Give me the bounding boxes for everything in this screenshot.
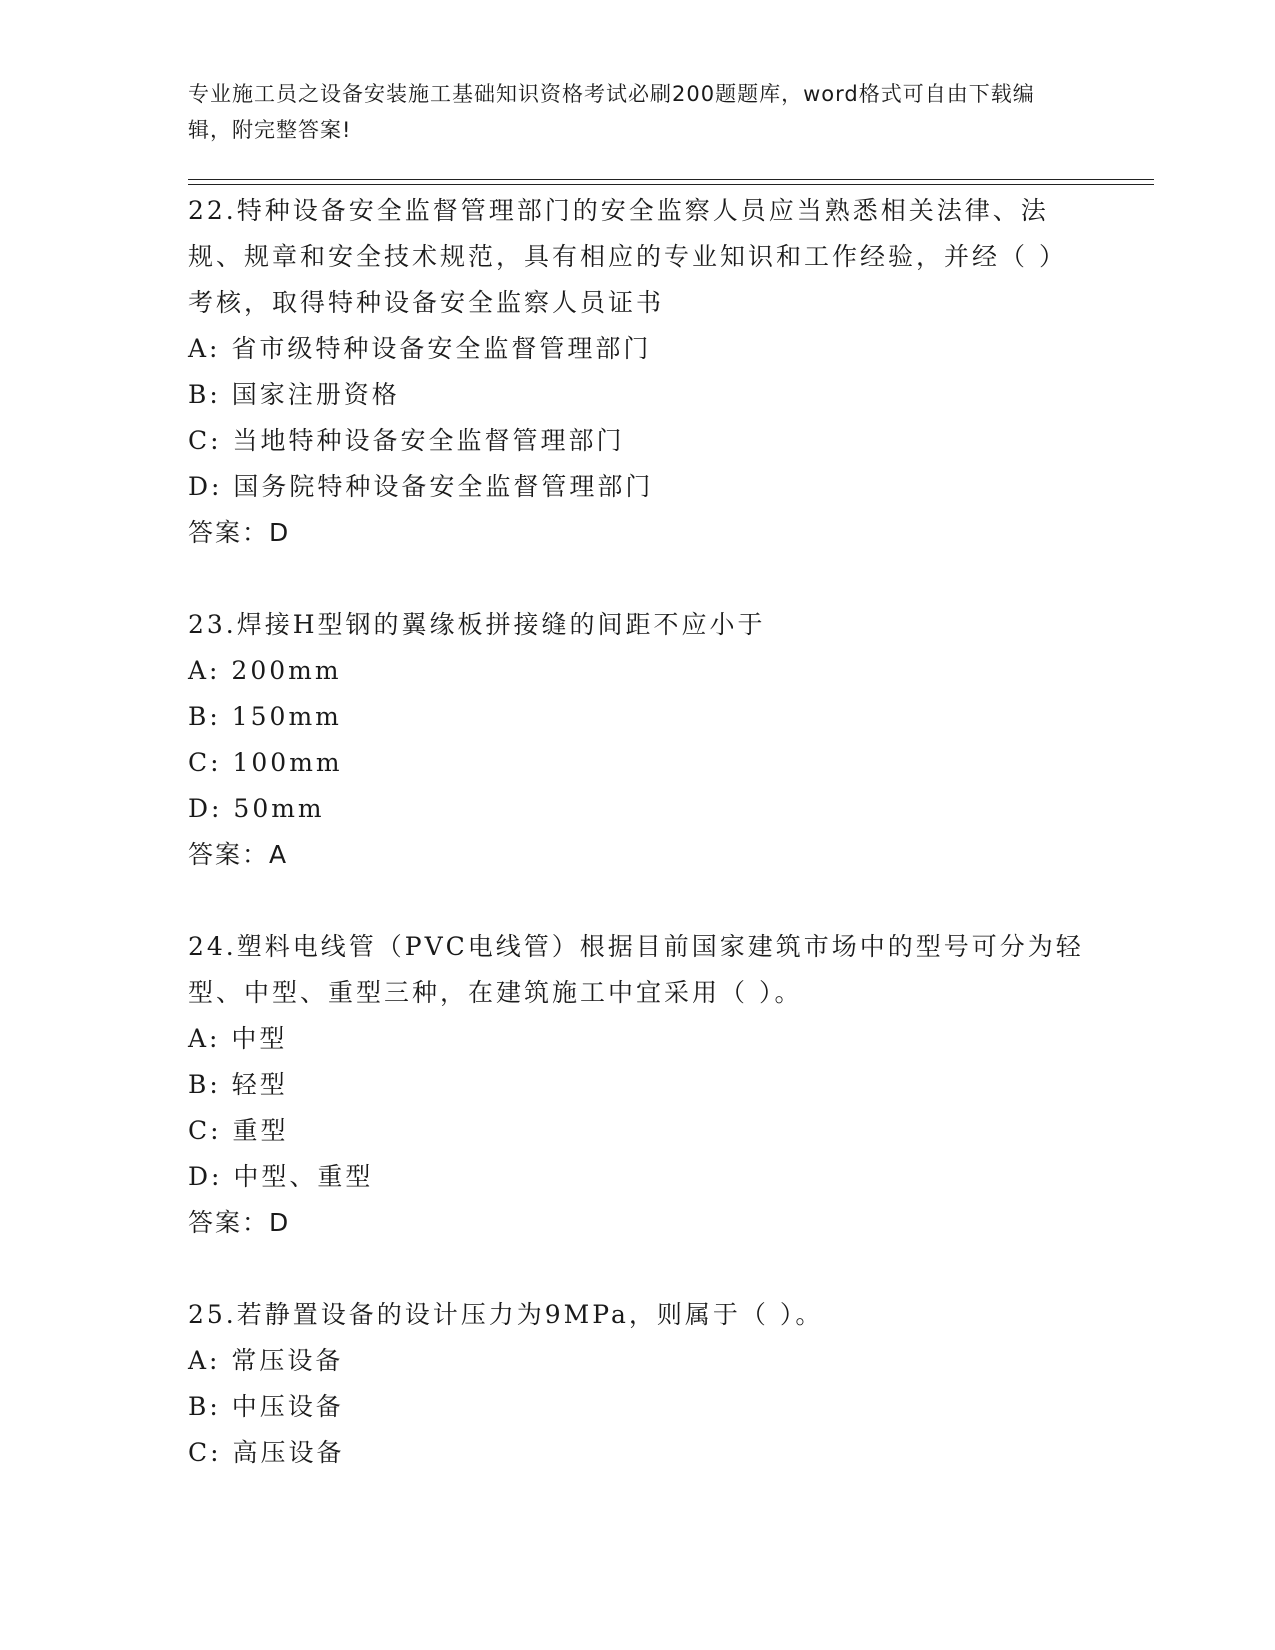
question-25 <box>188 1292 1088 1476</box>
option-c: C: 高压设备 <box>188 1438 345 1467</box>
option-c: C: 重型 <box>188 1116 289 1145</box>
option-d: D: 中型、重型 <box>188 1162 374 1191</box>
option-b: B: 中压设备 <box>188 1392 344 1421</box>
header-divider-top <box>188 179 1154 180</box>
spacer <box>188 1246 1088 1292</box>
spacer <box>188 878 1088 924</box>
question-23 <box>188 602 1088 878</box>
spacer <box>188 556 1088 602</box>
option-b: B: 国家注册资格 <box>188 380 400 409</box>
question-text: 24.塑料电线管（PVC电线管）根据目前国家建筑市场中的型号可分为轻型、中型、重型三种，在建筑施工中宜采用（ ）。 <box>188 932 1084 1007</box>
question-24 <box>188 924 1088 1246</box>
option-c: C: 当地特种设备安全监督管理部门 <box>188 426 625 455</box>
header-divider-bottom <box>188 184 1154 185</box>
answer: 答案：D <box>188 518 291 547</box>
option-a: A: 常压设备 <box>188 1346 344 1375</box>
option-a: A: 200mm <box>188 656 342 685</box>
option-a: A: 省市级特种设备安全监督管理部门 <box>188 334 652 363</box>
answer: 答案：D <box>188 1208 291 1237</box>
question-list <box>188 188 1088 1476</box>
question-22 <box>188 188 1088 556</box>
option-d: D: 国务院特种设备安全监督管理部门 <box>188 472 654 501</box>
option-a: A: 中型 <box>188 1024 288 1053</box>
document-header: 专业施工员之设备安装施工基础知识资格考试必刷200题题库，word格式可自由下载编辑，附完整答案! <box>188 82 1035 142</box>
option-d: D: 50mm <box>188 794 325 823</box>
option-b: B: 轻型 <box>188 1070 288 1099</box>
option-c: C: 100mm <box>188 748 343 777</box>
question-text: 22.特种设备安全监督管理部门的安全监察人员应当熟悉相关法律、法规、规章和安全技术规范，具有相应的专业知识和工作经验，并经（ ）考核，取得特种设备安全监察人员证书 <box>188 196 1067 317</box>
option-b: B: 150mm <box>188 702 342 731</box>
question-text: 25.若静置设备的设计压力为9MPa，则属于（ ）。 <box>188 1300 824 1329</box>
question-text: 23.焊接H型钢的翼缘板拼接缝的间距不应小于 <box>188 610 766 639</box>
answer: 答案：A <box>188 840 289 869</box>
